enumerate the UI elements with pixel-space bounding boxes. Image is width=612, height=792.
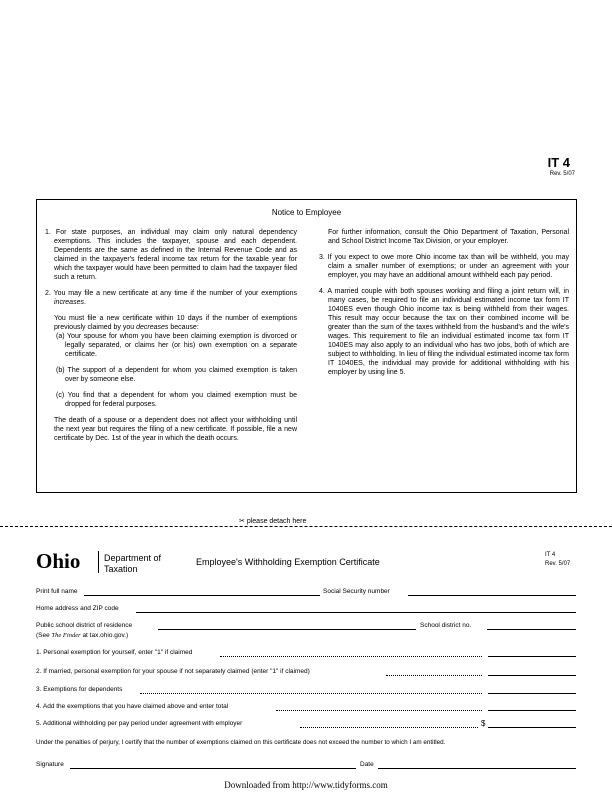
revision-date: Rev. 5/07 (549, 171, 575, 177)
line-1-field[interactable] (488, 656, 576, 657)
logo-divider (98, 551, 99, 573)
footer-download-link[interactable]: Downloaded from http://www.tidyforms.com (224, 780, 388, 790)
school-no-label: School district no. (420, 622, 472, 629)
notice-item-2a: (a) Your spouse for whom you have been claiming exemption is divorced or legally separated, or claims her (or his) own exemption on a separate certificate. (56, 333, 297, 358)
certificate-form-id: IT 4 Rev. 5/07 (545, 552, 571, 567)
notice-title: Notice to Employee (271, 208, 342, 217)
line-4-label: 4. Add the exemptions that you have claimed above and enter total (36, 703, 229, 710)
ssn-field[interactable] (408, 595, 576, 596)
form-id: IT 4 (547, 155, 570, 170)
school-district-label: Public school district of residence (36, 622, 133, 629)
line-1-label: 1. Personal exemption for yourself, enter "1" if claimed (36, 649, 193, 656)
notice-item-2-decreases: You must file a new certificate within 10 days if the number of exemptions previously claimed by you decreases because: (54, 315, 297, 331)
line-3-leader (140, 693, 482, 694)
notice-left-column (45, 228, 297, 450)
line-3-label: 3. Exemptions for dependents (36, 686, 123, 693)
school-district-field[interactable] (158, 629, 416, 630)
line-5-leader (300, 727, 478, 728)
print-name-field[interactable] (84, 595, 320, 596)
line-5-field[interactable] (488, 727, 576, 728)
notice-box (36, 199, 577, 493)
department-name: Department of Taxation (104, 553, 162, 574)
signature-label: Signature (36, 761, 64, 768)
line-2-field[interactable] (488, 675, 576, 676)
line-3-field[interactable] (488, 693, 576, 694)
line-5-label: 5. Additional withholding per pay period under agreement with employer (36, 720, 243, 727)
line-2-leader (386, 675, 482, 676)
signature-field[interactable] (70, 768, 356, 769)
ssn-label: Social Security number (323, 588, 390, 595)
notice-item-2-death: The death of a spouse or a dependent does not affect your withholding until the next year but requires the filing of a new certificate. If possible, file a new certificate by Dec. 1st of the year in which the death occurs. (54, 417, 297, 442)
detach-label: ✂ please detach here (235, 517, 310, 525)
line-4-leader (276, 710, 482, 711)
detach-line (0, 526, 612, 527)
line-2-label: 2. If married, personal exemption for your spouse if not separately claimed (enter "1" if claimed) (36, 668, 310, 675)
address-label: Home address and ZIP code (36, 605, 119, 612)
see-the-finder: (See The Finder at tax.ohio.gov.) (36, 632, 129, 639)
notice-item-2c: (c) You find that a dependent for whom you claimed exemption must be dropped for federal purposes. (56, 392, 297, 408)
address-field[interactable] (136, 612, 576, 613)
notice-item-3: 3. If you expect to owe more Ohio income tax than will be withheld, you may claim a smaller number of exemptions; or under an agreement with your employer, you may have an additional amount withheld each pay period. (319, 254, 569, 279)
date-field[interactable] (378, 768, 576, 769)
certificate-title: Employee's Withholding Exemption Certificate (196, 557, 380, 567)
line-1-leader (220, 656, 482, 657)
notice-item-4: 4. A married couple with both spouses working and filing a joint return will, in many cases, be required to file an individual estimated income tax form IT 1040ES even though Ohio income tax is being withheld from their wages. This result may occur because the tax on their combined income will be greater than the sum of the taxes withheld from the husband's and the wife's wages. This requirement to file an individual estimated income tax form IT 1040ES may also apply to an individual who has two jobs, both of which are subject to withholding. In lieu of filing the individual estimated income tax form IT 1040ES, the individual may provide for additional withholding with his employer by using line 5. (319, 288, 569, 376)
scissors-icon: ✂ (239, 518, 245, 525)
date-label: Date (360, 761, 374, 768)
notice-item-1: 1. For state purposes, an individual may claim only natural dependency exemptions. This includes the taxpayer, spouse and each dependent. Dependents are the same as defined in the Internal Revenue Code and as claimed in the taxpayer's federal income tax return for the taxable year for which the taxpayer would have been permitted to claim had the taxpayer filed such a return. (45, 229, 297, 281)
line-4-field[interactable] (488, 710, 576, 711)
school-no-field[interactable] (487, 629, 576, 630)
notice-item-2b: (b) The support of a dependent for whom you claimed exemption is taken over by someone else. (56, 367, 297, 383)
dollar-sign: $ (481, 719, 486, 728)
ohio-logo: Ohio (36, 549, 81, 573)
notice-item-2: 2. You may file a new certificate at any time if the number of your exemptions increases. (45, 290, 297, 306)
notice-further-info: For further information, consult the Ohio Department of Taxation, Personal and School District Income Tax Division, or your employer. (328, 229, 569, 245)
notice-right-column (319, 228, 569, 384)
print-name-label: Print full name (36, 588, 78, 595)
certification-statement: Under the penalties of perjury, I certify that the number of exemptions claimed on this certificate does not exceed the number to which I am entitled. (36, 739, 446, 746)
